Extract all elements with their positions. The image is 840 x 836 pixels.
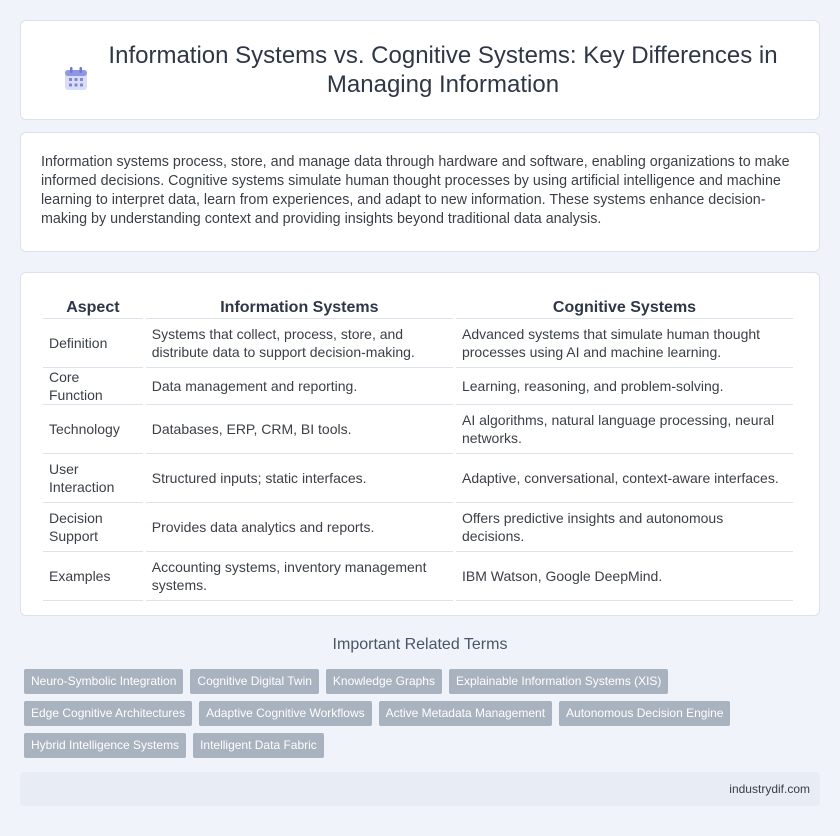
information-systems-cell: Provides data analytics and reports. — [146, 503, 453, 552]
related-terms-list — [24, 669, 824, 765]
intro-card — [20, 132, 820, 252]
tag-adaptive-cognitive-workflows[interactable]: Adaptive Cognitive Workflows — [199, 701, 372, 726]
calendar-grid-icon — [62, 65, 90, 93]
aspect-cell: Definition — [43, 319, 143, 368]
aspect-cell: Core Function — [43, 368, 143, 405]
table-header-row — [43, 295, 793, 319]
tag-cognitive-digital-twin[interactable]: Cognitive Digital Twin — [190, 669, 319, 694]
tag-knowledge-graphs[interactable]: Knowledge Graphs — [326, 669, 442, 694]
information-systems-cell: Databases, ERP, CRM, BI tools. — [146, 405, 453, 454]
cognitive-systems-cell: Adaptive, conversational, context-aware interfaces. — [456, 454, 793, 503]
header-aspect: Aspect — [43, 295, 143, 319]
aspect-cell: User Interaction — [43, 454, 143, 503]
aspect-cell: Technology — [43, 405, 143, 454]
comparison-card — [20, 272, 820, 616]
table-row — [43, 552, 793, 601]
cognitive-systems-cell: AI algorithms, natural language processing, neural networks. — [456, 405, 793, 454]
table-row — [43, 503, 793, 552]
tag-active-metadata-management[interactable]: Active Metadata Management — [379, 701, 552, 726]
header-card — [20, 20, 820, 120]
intro-text: Information systems process, store, and manage data through hardware and software, enabling organizations to make informed decisions. Cognitive systems simulate human thought processes by using artificial intelligence and machine learning to interpret data, learn from experiences, and adapt to new information. These systems enhance decision-making by understanding context and providing insights beyond traditional data analysis. — [41, 154, 790, 227]
information-systems-cell: Systems that collect, process, store, and distribute data to support decision-making. — [146, 319, 453, 368]
tag-explainable-information-systems[interactable]: Explainable Information Systems (XIS) — [449, 669, 668, 694]
aspect-cell: Decision Support — [43, 503, 143, 552]
header-information-systems: Information Systems — [146, 295, 453, 319]
information-systems-cell: Structured inputs; static interfaces. — [146, 454, 453, 503]
tag-edge-cognitive-architectures[interactable]: Edge Cognitive Architectures — [24, 701, 192, 726]
tag-row — [24, 701, 824, 726]
tag-neuro-symbolic-integration[interactable]: Neuro-Symbolic Integration — [24, 669, 183, 694]
related-terms-title: Important Related Terms — [332, 636, 508, 653]
cognitive-systems-cell: Offers predictive insights and autonomous decisions. — [456, 503, 793, 552]
cognitive-systems-cell: IBM Watson, Google DeepMind. — [456, 552, 793, 601]
tag-intelligent-data-fabric[interactable]: Intelligent Data Fabric — [193, 733, 324, 758]
cognitive-systems-cell: Learning, reasoning, and problem-solving. — [456, 368, 793, 405]
table-row — [43, 405, 793, 454]
information-systems-cell: Data management and reporting. — [146, 368, 453, 405]
tag-hybrid-intelligence-systems[interactable]: Hybrid Intelligence Systems — [24, 733, 186, 758]
tag-row — [24, 669, 824, 694]
table-row — [43, 368, 793, 405]
page-title: Information Systems vs. Cognitive Systems: Key Differences in Managing Information — [108, 42, 778, 98]
comparison-table — [40, 295, 796, 601]
tag-row — [24, 733, 824, 758]
table-row — [43, 454, 793, 503]
aspect-cell: Examples — [43, 552, 143, 601]
information-systems-cell: Accounting systems, inventory management systems. — [146, 552, 453, 601]
cognitive-systems-cell: Advanced systems that simulate human thought processes using AI and machine learning. — [456, 319, 793, 368]
header-cognitive-systems: Cognitive Systems — [456, 295, 793, 319]
footer-site-link[interactable]: industrydif.com — [729, 782, 810, 796]
footer — [20, 772, 820, 806]
tag-autonomous-decision-engine[interactable]: Autonomous Decision Engine — [559, 701, 730, 726]
table-row — [43, 319, 793, 368]
